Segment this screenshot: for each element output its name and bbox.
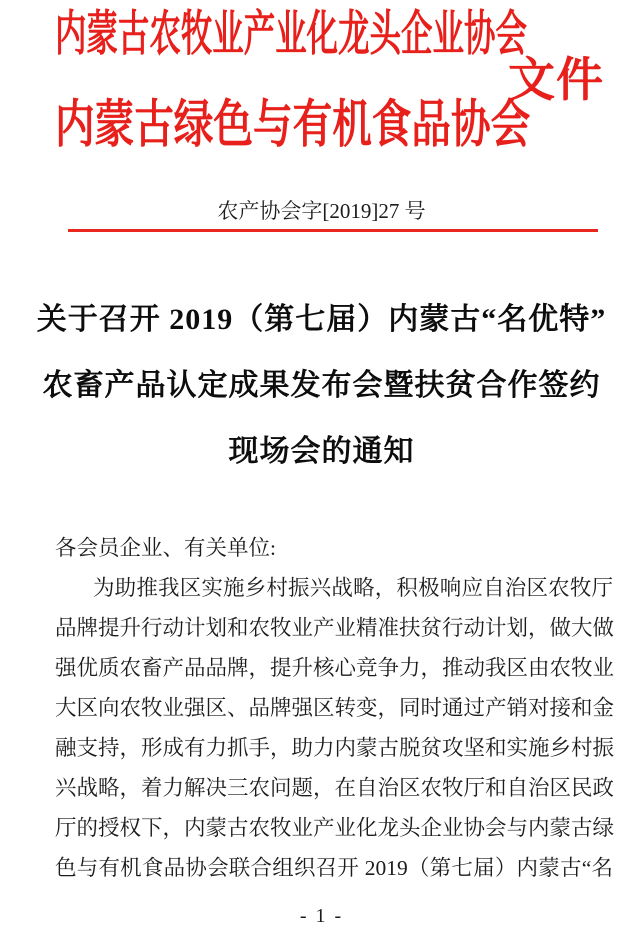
document-body [55, 528, 613, 888]
body-line: 厅的授权下，内蒙古农牧业产业化龙头企业协会与内蒙古绿 [55, 816, 615, 840]
body-line: 强优质农畜产品品牌，提升核心竞争力，推动我区由农牧业 [55, 656, 615, 680]
body-line: 融支持，形成有力抓手，助力内蒙古脱贫攻坚和实施乡村振 [55, 736, 615, 760]
title-line-3: 现场会的通知 [228, 435, 415, 468]
letterhead [0, 0, 643, 188]
document-number: 农产协会字[2019]27 号 [217, 199, 426, 223]
page-number: - 1 - [299, 905, 344, 927]
title-line-1: 关于召开 2019（第七届）内蒙古“名优特” [36, 303, 607, 336]
org-name-line1: 内蒙古农牧业产业化龙头企业协会 [55, 6, 527, 61]
title-line-2: 农畜产品认定成果发布会暨扶贫合作签约 [42, 369, 601, 402]
document-title [0, 302, 643, 470]
red-divider [68, 229, 598, 232]
doc-word-label: 文件 [508, 55, 604, 107]
body-line: 色与有机食品协会联合组织召开 2019（第七届）内蒙古“名 [55, 856, 613, 880]
body-line: 大区向农牧业强区、品牌强区转变，同时通过产销对接和金 [55, 696, 615, 720]
org-name-line2: 内蒙古绿色与有机食品协会 [55, 95, 531, 154]
salutation-line: 各会员企业、有关单位: [55, 536, 276, 560]
body-line: 兴战略，着力解决三农问题，在自治区农牧厅和自治区民政 [55, 776, 615, 800]
body-line: 品牌提升行动计划和农牧业产业精准扶贫行动计划，做大做 [55, 616, 615, 640]
body-line: 为助推我区实施乡村振兴战略，积极响应自治区农牧厅 [93, 576, 613, 600]
